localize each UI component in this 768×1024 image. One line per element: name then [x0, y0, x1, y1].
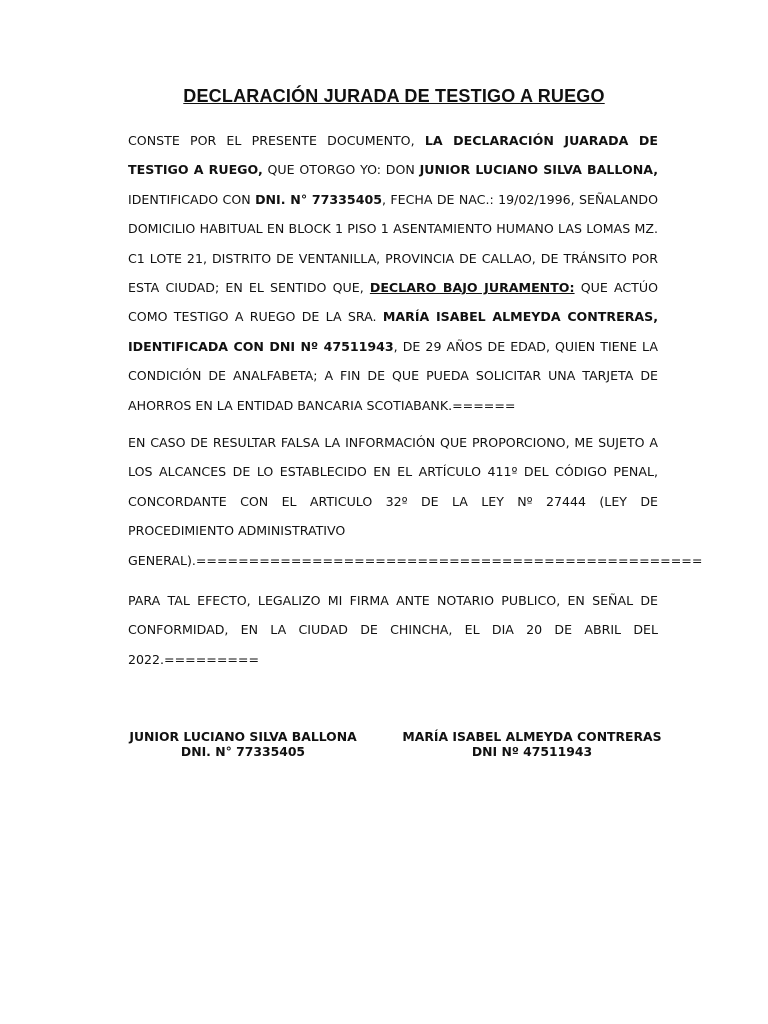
signature-block-witness — [128, 729, 358, 759]
bold-declarant-dni: DNI. N° 77335405 — [255, 191, 382, 207]
text-segment: IDENTIFICADO CON — [128, 191, 256, 207]
signature-dni: DNI Nº 47511943 — [471, 744, 593, 759]
text-segment: PARA TAL EFECTO, LEGALIZO MI FIRMA ANTE NOTARIO PUBLICO, EN SEÑAL DE CONFORMIDAD, EN LA CIUDAD DE CHINCHA, EL DIA 20 DE ABRIL DEL 2022.========= — [128, 593, 658, 667]
text-segment: , FECHA DE NAC.: 19/02/1996, SEÑALANDO DOMICILIO HABITUAL EN BLOCK 1 PISO 1 ASENTAMIENTO HUMANO LAS LOMAS MZ. C1 LOTE 21, DISTRITO DE VENTANILLA, PROVINCIA DE CALLAO, DE TRÁNSITO POR ESTA CIUDAD; EN EL SENTIDO QUE, — [128, 191, 658, 296]
text-segment: EN CASO DE RESULTAR FALSA LA INFORMACIÓN QUE PROPORCIONO, ME SUJETO A LOS ALCANCES DE LO ESTABLECIDO EN EL ARTÍCULO 411º DEL CÓDIGO PENAL, CONCORDANTE CON EL ARTICULO 32º DE LA LEY Nº 27444 (LEY DE PROCEDIMIENTO ADMINISTRATIVO — [128, 435, 658, 539]
paragraph-legalization — [128, 586, 658, 674]
text-segment: CONSTE POR EL PRESENTE DOCUMENTO, — [128, 133, 425, 148]
signature-dni: DNI. N° 77335405 — [180, 744, 306, 759]
text-segment: QUE ACTÚO COMO TESTIGO A RUEGO DE LA SRA. — [128, 280, 658, 325]
text-segment: QUE OTORGO YO: DON — [262, 162, 420, 178]
text-segment: , DE 29 AÑOS DE EDAD, QUIEN TIENE LA CONDICIÓN DE ANALFABETA; A FIN DE QUE PUEDA SOLICITAR UNA TARJETA DE AHORROS EN LA ENTIDAD BANCARIA SCOTIABANK.====== — [128, 338, 658, 413]
bold-beneficiary: MARÍA ISABEL ALMEYDA CONTRERAS, IDENTIFICADA CON DNI Nº 47511943 — [128, 309, 658, 354]
signature-block-beneficiary — [402, 729, 662, 759]
bold-declarant-name: JUNIOR LUCIANO SILVA BALLONA, — [419, 162, 659, 178]
text-segment: GENERAL).================================================ — [128, 552, 703, 568]
signature-name: MARÍA ISABEL ALMEYDA CONTRERAS — [402, 729, 662, 744]
paragraph-declaration — [128, 126, 658, 420]
document-title: DECLARACIÓN JURADA DE TESTIGO A RUEGO — [183, 86, 605, 106]
paragraph-legal-notice — [128, 428, 703, 575]
signature-name: JUNIOR LUCIANO SILVA BALLONA — [129, 729, 357, 744]
bold-declaration-title: LA DECLARACIÓN JUARADA DE TESTIGO A RUEGO, — [128, 133, 658, 178]
underlined-oath: DECLARO BAJO JURAMENTO: — [369, 280, 575, 296]
